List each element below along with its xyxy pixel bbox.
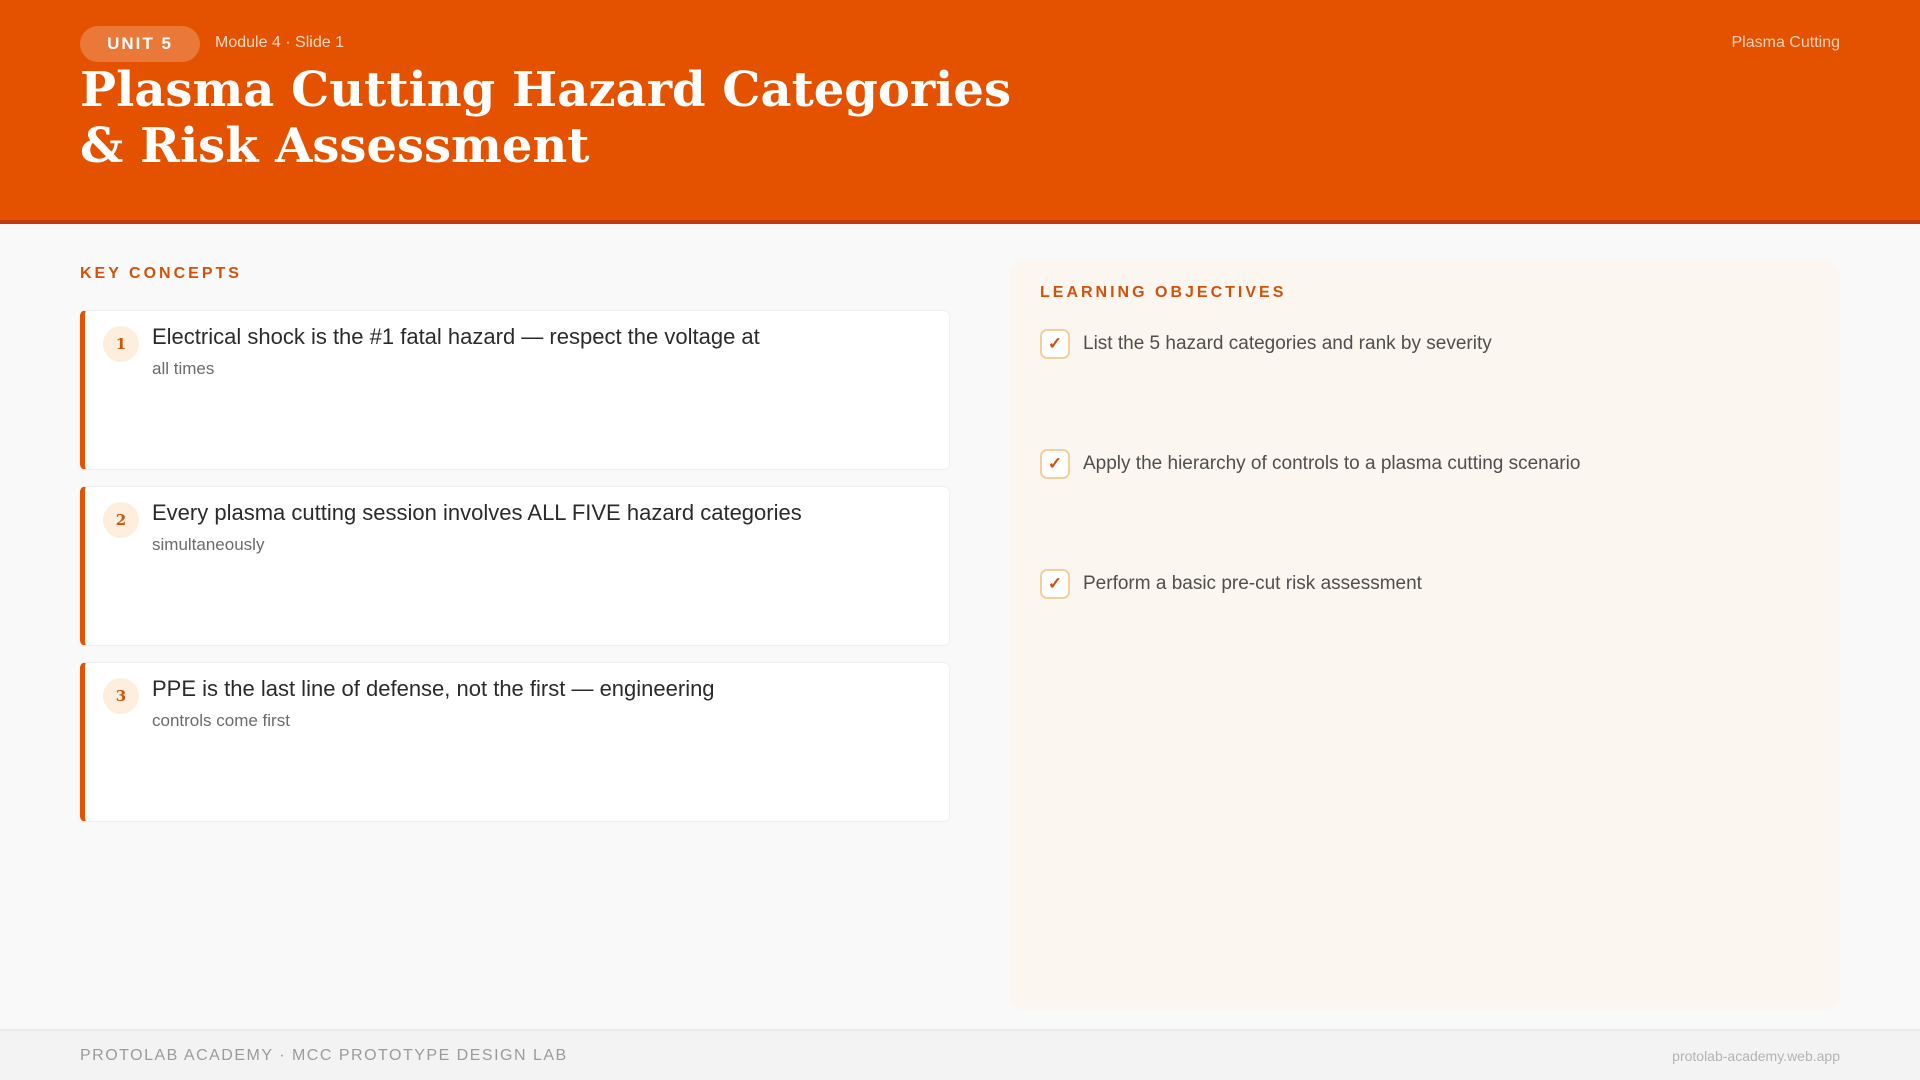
checkmark-icon: ✓ [1040,569,1070,599]
concept-card [80,310,950,470]
learning-objectives-panel [1010,260,1840,1010]
footer-url: protolab-academy.web.app [1672,1048,1840,1064]
objective-item [1040,569,1422,599]
page-title: Plasma Cutting Hazard Categories & Risk Assessment [80,62,1011,174]
objective-text: Perform a basic pre-cut risk assessment [1083,573,1422,594]
concept-text: Electrical shock is the #1 fatal hazard — respect the voltage at [152,324,760,349]
slide-header [0,0,1920,224]
objective-text: Apply the hierarchy of controls to a plasma cutting scenario [1083,453,1581,474]
checkmark-icon: ✓ [1040,449,1070,479]
slide-footer [0,1029,1920,1080]
concept-card [80,662,950,822]
unit-badge: UNIT 5 [80,26,200,62]
concept-subtext: all times [152,359,215,378]
concept-card [80,486,950,646]
learning-objectives-heading: LEARNING OBJECTIVES [1040,284,1287,301]
key-concepts-heading: KEY CONCEPTS [80,265,242,282]
objective-item [1040,329,1492,359]
concept-text: PPE is the last line of defense, not the first — engineering [152,676,715,701]
topic-label: Plasma Cutting [1731,34,1840,51]
objective-item [1040,449,1580,479]
breadcrumb: Module 4 · Slide 1 [215,34,344,51]
footer-org: PROTOLAB ACADEMY · MCC PROTOTYPE DESIGN LAB [80,1047,568,1064]
checkmark-icon: ✓ [1040,329,1070,359]
concept-number: 1 [103,326,139,362]
concept-number: 2 [103,502,139,538]
concept-text: Every plasma cutting session involves ALL FIVE hazard categories [152,500,802,525]
concept-subtext: simultaneously [152,535,265,554]
concept-number: 3 [103,678,139,714]
objective-text: List the 5 hazard categories and rank by severity [1083,333,1492,354]
concept-subtext: controls come first [152,711,290,730]
